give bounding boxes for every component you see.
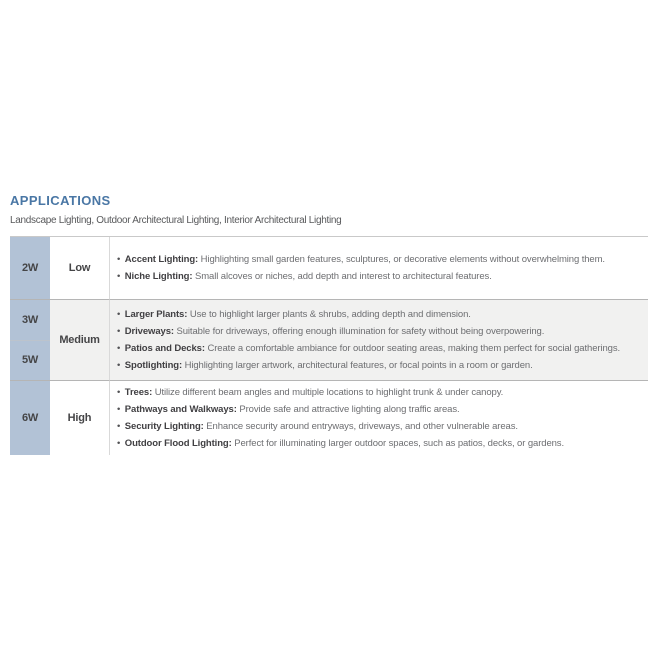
wattage-cell-3w-5w — [10, 300, 50, 381]
bullet-text: Enhance security around entryways, driveways, and other vulnerable areas. — [206, 421, 518, 432]
level-label: Low — [68, 262, 91, 274]
bullet-label: Niche Lighting: — [124, 271, 193, 282]
bullet-item — [117, 384, 648, 401]
applications-list-high — [109, 381, 648, 455]
bullet-text: Create a comfortable ambiance for outdoor seating areas, making them perfect for social gatherings. — [207, 343, 621, 354]
bullet-label: Driveways: — [124, 326, 174, 337]
bullet-label: Outdoor Flood Lighting: — [124, 438, 232, 449]
bullet-item — [117, 323, 648, 340]
bullet-text: Highlighting small garden features, sculptures, or decorative elements without overwhelming them. — [200, 254, 605, 265]
bullet-icon: • — [117, 404, 121, 415]
bullet-icon: • — [117, 309, 121, 320]
bullet-icon: • — [117, 387, 121, 398]
bullet-text: Provide safe and attractive lighting along traffic areas. — [239, 404, 460, 415]
wattage-label: 3W — [21, 313, 39, 326]
bullet-item — [117, 306, 648, 323]
bullet-icon: • — [117, 343, 121, 354]
bullet-item — [117, 357, 648, 374]
bullet-label: Pathways and Walkways: — [124, 404, 237, 415]
bullet-icon: • — [117, 360, 121, 371]
bullet-text: Utilize different beam angles and multiple locations to highlight trunk & under canopy. — [154, 387, 504, 398]
wattage-label: 2W — [21, 262, 39, 274]
level-cell-high — [50, 381, 109, 455]
bullet-label: Trees: — [124, 387, 153, 398]
bullet-item — [117, 435, 648, 452]
wattage-subcell-5w — [10, 341, 50, 381]
bullet-item — [117, 340, 648, 357]
bullet-item — [117, 401, 648, 418]
bullet-icon: • — [117, 326, 121, 337]
wattage-label: 5W — [21, 354, 39, 367]
bullet-text: Small alcoves or niches, add depth and interest to architectural features. — [194, 271, 492, 282]
level-cell-medium — [50, 300, 109, 381]
bullet-item — [117, 268, 648, 285]
level-label: High — [67, 412, 92, 424]
wattage-label: 6W — [21, 412, 39, 424]
wattage-cell-2w — [10, 237, 50, 300]
section-heading: APPLICATIONS — [10, 193, 111, 208]
bullet-icon: • — [117, 254, 121, 265]
bullet-label: Patios and Decks: — [124, 343, 205, 354]
bullet-label: Spotlighting: — [124, 360, 183, 371]
bullet-text: Suitable for driveways, offering enough illumination for safety without being overpowering. — [176, 326, 545, 337]
bullet-label: Security Lighting: — [124, 421, 204, 432]
applications-table — [10, 236, 648, 455]
applications-list-medium — [109, 300, 648, 381]
level-label: Medium — [59, 334, 100, 346]
bullet-text: Highlighting larger artwork, architectural features, or focal points in a room or garden. — [184, 360, 533, 371]
wattage-subcell-3w — [10, 300, 50, 341]
bullet-label: Larger Plants: — [124, 309, 188, 320]
bullet-icon: • — [117, 421, 121, 432]
level-cell-low — [50, 237, 109, 300]
bullet-text: Perfect for illuminating larger outdoor spaces, such as patios, decks, or gardens. — [234, 438, 565, 449]
bullet-item — [117, 418, 648, 435]
bullet-icon: • — [117, 438, 121, 449]
bullet-item — [117, 251, 648, 268]
bullet-label: Accent Lighting: — [124, 254, 199, 265]
applications-list-low — [109, 237, 648, 300]
wattage-cell-6w — [10, 381, 50, 455]
section-subtitle: Landscape Lighting, Outdoor Architectural Lighting, Interior Architectural Lighting — [10, 215, 342, 226]
bullet-text: Use to highlight larger plants & shrubs, adding depth and dimension. — [189, 309, 471, 320]
bullet-icon: • — [117, 271, 121, 282]
